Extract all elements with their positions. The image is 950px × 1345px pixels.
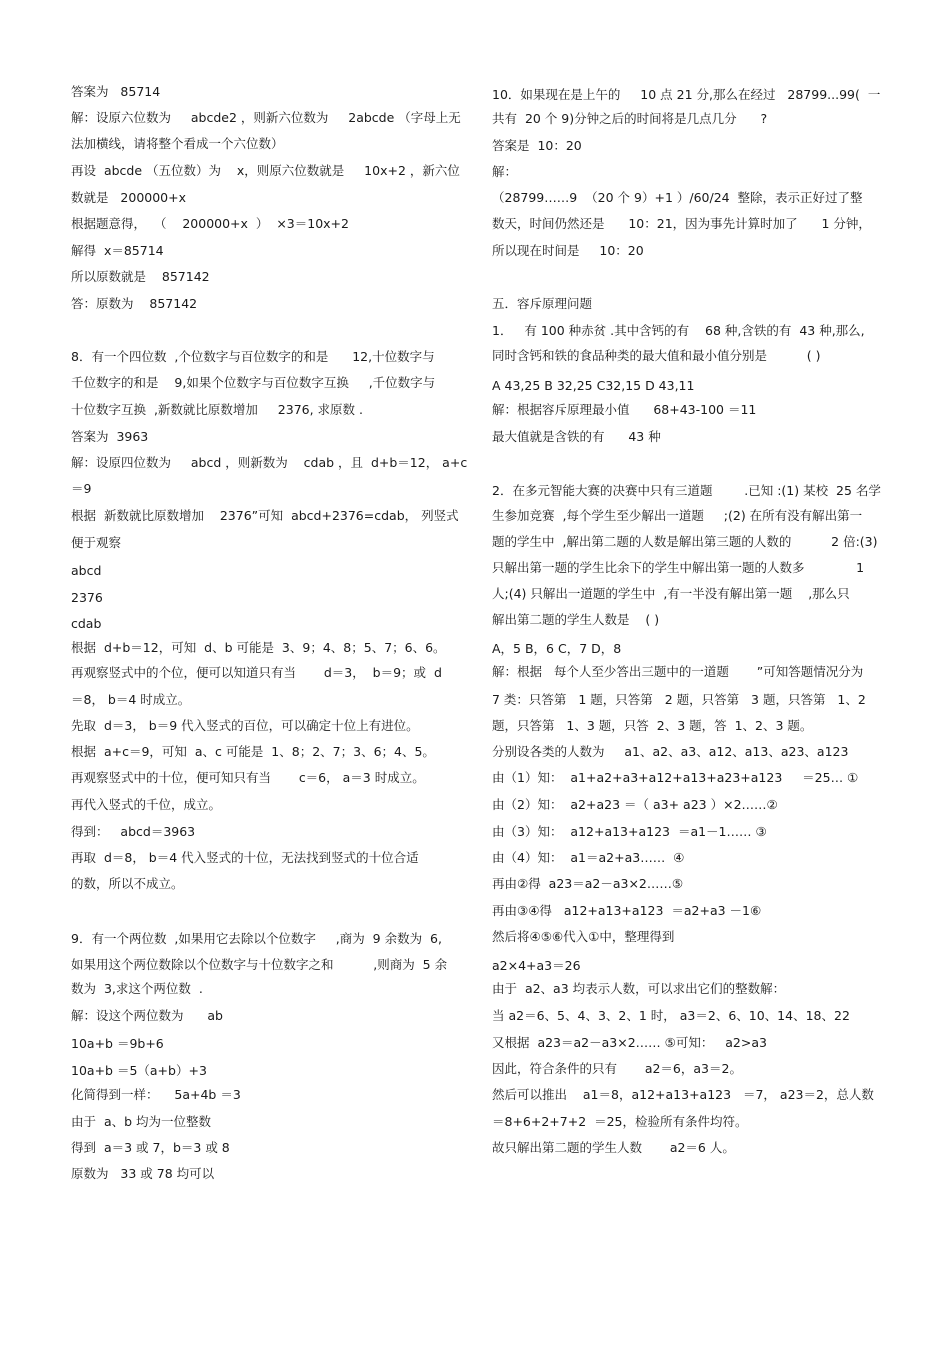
text-line: 故只解出第二题的学生人数 a2＝6 人。 [492,1140,735,1155]
text-line: 五．容斥原理问题 [492,296,593,311]
text-line: 10．如果现在是上午的 10 点 21 分,那么在经过 28799...99( 一 [492,87,881,102]
text-line: A，5 B，6 C，7 D，8 [492,641,622,656]
text-line: 2．在多元智能大赛的决赛中只有三道题 .已知 :(1) 某校 25 名学 [492,483,881,498]
text-line: 的数，所以不成立。 [71,876,184,891]
text-line: 由（2）知： a2+a23 ＝（ a3+ a23 ）×2……② [492,797,778,812]
text-line: 由（1）知： a1+a2+a3+a12+a13+a23+a123 ＝25… ① [492,770,859,785]
text-line: abcd [71,563,102,578]
text-line: 又根据 a23＝a2－a3×2…… ⑤可知： a2>a3 [492,1035,767,1050]
text-line: 便于观察 [71,535,122,550]
text-line: 得到： abcd＝3963 [71,824,196,839]
text-line: 再观察竖式中的十位，便可知只有当 c＝6， a＝3 时成立。 [71,770,425,785]
text-line: 化简得到一样： 5a+4b ＝3 [71,1087,241,1102]
text-line: 再由②得 a23＝a2－a3×2……⑤ [492,876,684,891]
text-line: 生参加竞赛 ,每个学生至少解出一道题 ;(2) 在所有没有解出第一 [492,508,863,523]
text-line: 再观察竖式中的个位，便可以知道只有当 d＝3， b＝9；或 d [71,665,442,680]
text-line: 只解出第一题的学生比余下的学生中解出第一题的人数多 1 [492,560,865,575]
text-line: 10a+b ＝9b+6 [71,1036,164,1051]
text-line: 如果用这个两位数除以个位数字与十位数字之和 ,则商为 5 余 [71,957,448,972]
text-line: 根据题意得， （ 200000+x ） ×3＝10x+2 [71,216,349,231]
text-line: 再取 d＝8， b＝4 代入竖式的十位，无法找到竖式的十位合适 [71,850,419,865]
text-line: 解：根据容斥原理最小值 68+43-100 ＝11 [492,402,757,417]
text-line: 数天，时间仍然还是 10：21，因为事先计算时加了 1 分钟， [492,216,871,231]
text-line: 然后可以推出 a1＝8，a12+a13+a123 ＝7， a23＝2，总人数 [492,1087,874,1102]
text-line: 根据 新数就比原数增加 2376”可知 abcd+2376=cdab， 列竖式 [71,508,459,523]
text-line: 由（3）知： a12+a13+a123 ＝a1－1…… ③ [492,824,767,839]
text-line: 答案为 85714 [71,84,161,99]
text-line: 由于 a2、a3 均表示人数，可以求出它们的整数解： [492,981,786,996]
text-line: 数就是 200000+x [71,190,187,205]
text-line: 先取 d＝3， b＝9 代入竖式的百位，可以确定十位上有进位。 [71,718,419,733]
text-line: 法加横线，请将整个看成一个六位数） [71,136,284,151]
text-line: 答：原数为 857142 [71,296,198,311]
text-line: 所以现在时间是 10：20 [492,243,644,258]
text-line: 共有 20 个 9)分钟之后的时间将是几点几分 ? [492,111,768,126]
text-line: 当 a2＝6、5、4、3、2、1 时， a3＝2、6、10、14、18、22 [492,1008,850,1023]
text-line: 解：设这个两位数为 ab [71,1008,223,1023]
text-line: （28799……9 （20 个 9）+1 ）/60/24 整除，表示正好过了整 [492,190,863,205]
text-line: 再设 abcde （五位数）为 x，则原六位数就是 10x+2 ，新六位 [71,163,460,178]
text-line: 再由③④得 a12+a13+a123 ＝a2+a3 －1⑥ [492,903,762,918]
text-line: 因此，符合条件的只有 a2＝6，a3＝2。 [492,1061,742,1076]
text-line: 十位数字互换 ,新数就比原数增加 2376, 求原数 . [71,402,363,417]
text-line: 原数为 33 或 78 均可以 [71,1166,215,1181]
text-line: 由于 a、b 均为一位整数 [71,1114,212,1129]
text-line: 10a+b ＝5（a+b）+3 [71,1063,207,1078]
text-line: 由（4）知： a1＝a2+a3…… ④ [492,850,685,865]
text-line: 最大值就是含铁的有 43 种 [492,429,661,444]
text-line: 答案为 3963 [71,429,149,444]
text-line: 解： [492,164,518,179]
text-line: ＝9 [71,481,92,496]
text-line: 千位数字的和是 9,如果个位数字与百位数字互换 ,千位数字与 [71,375,436,390]
text-line: 分别设各类的人数为 a1、a2、a3、a12、a13、a23、a123 [492,744,849,759]
text-line: 解：设原六位数为 abcde2 ，则新六位数为 2abcde （字母上无 [71,110,461,125]
text-line: 根据 d+b＝12，可知 d、b 可能是 3、9；4、8；5、7；6、6。 [71,640,446,655]
text-line: 数为 3,求这个两位数 . [71,981,203,996]
text-line: 再代入竖式的千位，成立。 [71,797,222,812]
text-line: 然后将④⑤⑥代入①中，整理得到 [492,929,675,944]
text-line: 解：设原四位数为 abcd ，则新数为 cdab ，且 d+b＝12， a+c [71,455,468,470]
text-line: 2376 [71,590,103,605]
text-line: A 43,25 B 32,25 C32,15 D 43,11 [492,378,695,393]
text-line: 根据 a+c＝9，可知 a、c 可能是 1、8；2、7；3、6；4、5。 [71,744,435,759]
text-line: a2×4+a3＝26 [492,958,581,973]
text-line: 人;(4) 只解出一道题的学生中 ,有一半没有解出第一题 ,那么只 [492,586,850,601]
text-line: cdab [71,616,102,631]
text-line: 9．有一个两位数 ,如果用它去除以个位数字 ,商为 9 余数为 6, [71,931,442,946]
text-line: 解得 x＝85714 [71,243,164,258]
text-line: 解出第二题的学生人数是 ( ) [492,612,660,627]
text-line: 1． 有 100 种赤贫 .其中含钙的有 68 种,含铁的有 43 种,那么, [492,323,865,338]
text-line: 8．有一个四位数 ,个位数字与百位数字的和是 12,十位数字与 [71,349,435,364]
text-line: 得到 a＝3 或 7，b＝3 或 8 [71,1140,230,1155]
text-line: 同时含钙和铁的食品种类的最大值和最小值分别是 ( ) [492,348,821,363]
text-line: ＝8， b＝4 时成立。 [71,692,191,707]
text-line: 所以原数就是 857142 [71,269,210,284]
text-line: 7 类：只答第 1 题，只答第 2 题，只答第 3 题，只答第 1、2 [492,692,866,707]
text-line: ＝8+6+2+7+2 ＝25，检验所有条件均符。 [492,1114,748,1129]
text-line: 题的学生中 ,解出第二题的人数是解出第三题的人数的 2 倍:(3) [492,534,878,549]
text-line: 答案是 10：20 [492,138,582,153]
text-line: 解：根据 每个人至少答出三题中的一道题 ”可知答题情况分为 [492,664,864,679]
text-line: 题，只答第 1、3 题，只答 2、3 题，答 1、2、3 题。 [492,718,813,733]
